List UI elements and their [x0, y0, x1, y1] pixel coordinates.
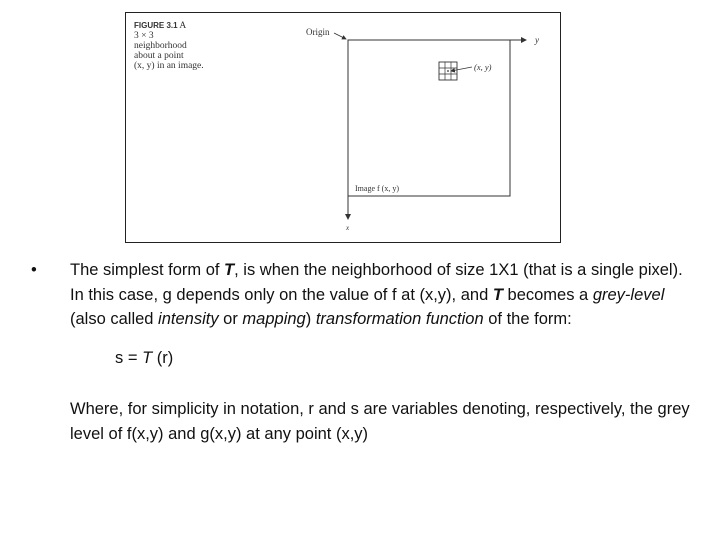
symbol-t: T [492, 285, 503, 304]
bullet-paragraph [31, 258, 700, 332]
figure-number: FIGURE 3.1 [134, 21, 178, 30]
equation-lhs: s = [115, 348, 143, 367]
figure [125, 12, 561, 243]
y-axis-label: y [535, 35, 539, 45]
figure-caption-line: about a point [134, 51, 184, 61]
text-run: ) [305, 310, 316, 328]
text-run: The simplest form of [70, 261, 225, 279]
text-run: , is when the neighborhood of size 1X1 (that is a single pixel). In this case, g depends only on the value of f at (x,y), and [70, 261, 683, 304]
equation-argument: (r) [152, 348, 174, 367]
term-grey-level: grey-level [592, 285, 665, 304]
equation-operator: T [142, 348, 153, 367]
where-paragraph: Where, for simplicity in notation, r and s are variables denoting, respectively, the grey level of f(x,y) and g(x,y) at any point (x,y) [70, 400, 690, 443]
point-label: (x, y) [474, 62, 492, 72]
neighborhood-diagram [126, 13, 562, 244]
figure-caption-line: (x, y) in an image. [134, 61, 204, 71]
neighborhood-grid [439, 62, 457, 80]
figure-caption-line: 3 × 3 [134, 31, 154, 41]
equation [115, 346, 720, 371]
text-run: (also called [70, 310, 159, 328]
origin-arrow [334, 33, 346, 39]
bullet-marker: • [31, 261, 37, 279]
text-run: or [218, 310, 243, 328]
origin-label: Origin [306, 27, 330, 37]
term-mapping: mapping [242, 310, 306, 328]
symbol-t: T [224, 261, 235, 279]
figure-caption-line: A [177, 21, 187, 31]
slide-content [0, 258, 720, 446]
figure-caption-line: neighborhood [134, 41, 187, 51]
image-label: Image f (x, y) [355, 184, 399, 193]
term-transformation-function: transformation function [315, 310, 484, 328]
text-run: becomes a [502, 285, 593, 304]
x-axis-label: x [346, 224, 350, 232]
text-run: of the form: [483, 310, 572, 328]
term-intensity: intensity [158, 310, 219, 328]
